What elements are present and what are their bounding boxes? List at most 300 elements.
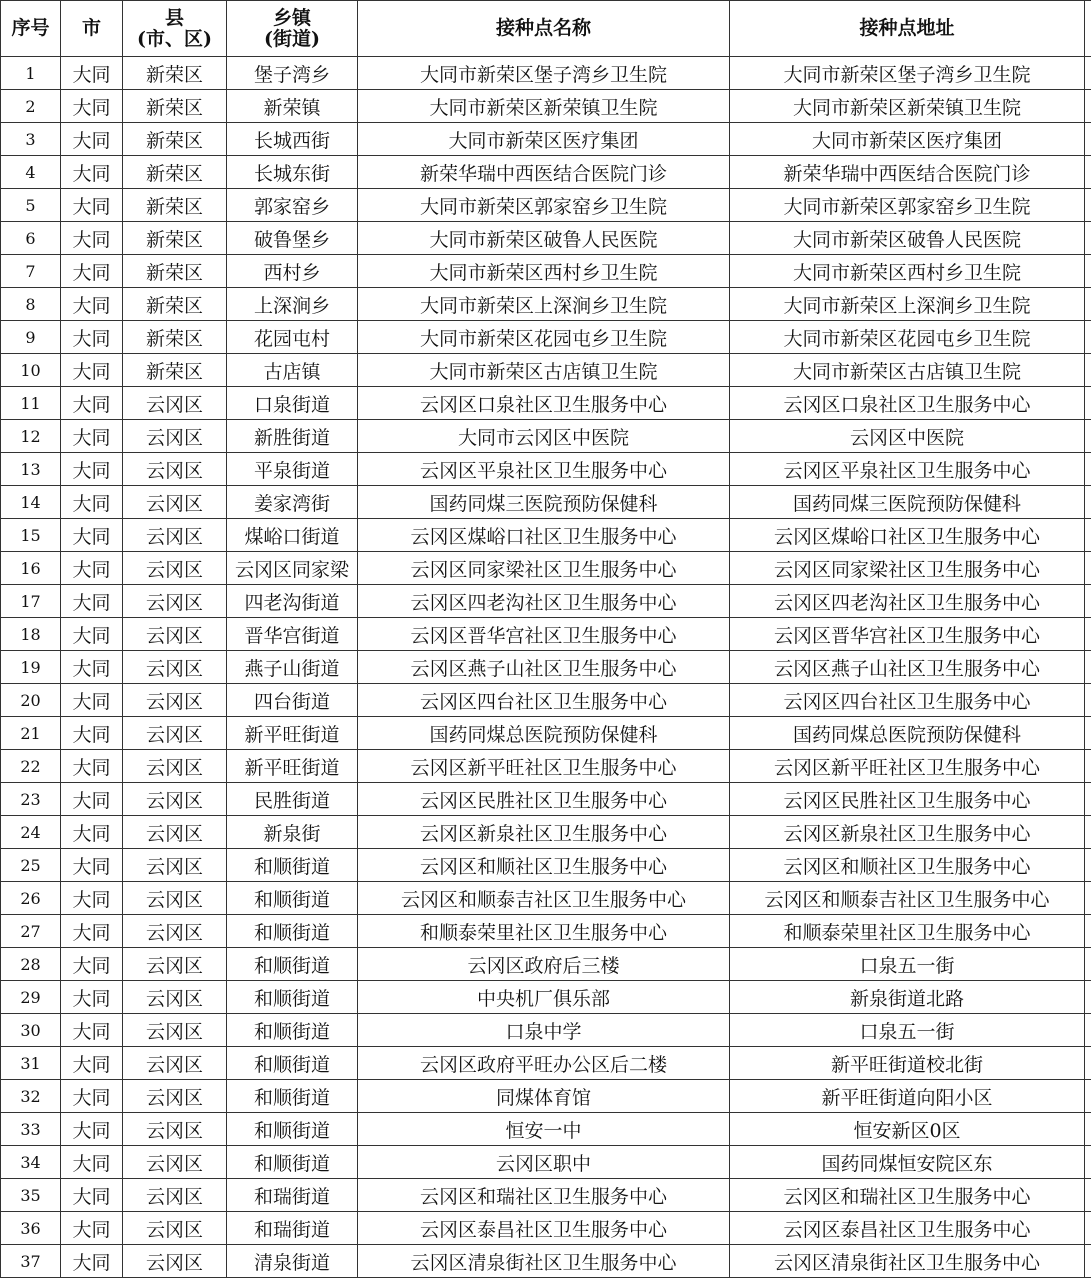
cell-site-address: 云冈区煤峪口社区卫生服务中心 [730, 519, 1085, 552]
cell-seq: 20 [1, 684, 61, 717]
cell-city: 大同 [61, 783, 123, 816]
cell-cut-column [1085, 783, 1091, 816]
table-row [1, 420, 1091, 453]
cell-cut-column [1085, 651, 1091, 684]
cell-county: 云冈区 [123, 420, 227, 453]
cell-seq: 17 [1, 585, 61, 618]
cell-town: 口泉街道 [227, 387, 358, 420]
header-row [1, 1, 1091, 57]
cell-site-name: 大同市新荣区郭家窑乡卫生院 [358, 189, 730, 222]
cell-town: 和顺街道 [227, 1113, 358, 1146]
cell-city: 大同 [61, 90, 123, 123]
cell-county: 云冈区 [123, 1047, 227, 1080]
table-row [1, 57, 1091, 90]
cell-site-address: 云冈区平泉社区卫生服务中心 [730, 453, 1085, 486]
cell-seq: 13 [1, 453, 61, 486]
table-row [1, 321, 1091, 354]
header-county-line2: (市、区) [137, 27, 212, 50]
table-row [1, 684, 1091, 717]
cell-site-address: 国药同煤三医院预防保健科 [730, 486, 1085, 519]
cell-site-address: 云冈区口泉社区卫生服务中心 [730, 387, 1085, 420]
cell-county: 云冈区 [123, 453, 227, 486]
cell-county: 新荣区 [123, 255, 227, 288]
cell-site-address: 大同市新荣区郭家窑乡卫生院 [730, 189, 1085, 222]
cell-city: 大同 [61, 420, 123, 453]
cell-county: 云冈区 [123, 1179, 227, 1212]
cell-city: 大同 [61, 486, 123, 519]
table-row [1, 1179, 1091, 1212]
cell-town: 和顺街道 [227, 1014, 358, 1047]
cell-city: 大同 [61, 1047, 123, 1080]
header-town-line1: 乡镇 [272, 6, 311, 29]
cell-town: 破鲁堡乡 [227, 222, 358, 255]
table-row [1, 948, 1091, 981]
cell-site-address: 云冈区四台社区卫生服务中心 [730, 684, 1085, 717]
cell-town: 上深涧乡 [227, 288, 358, 321]
table-row [1, 750, 1091, 783]
table-row [1, 354, 1091, 387]
cell-county: 云冈区 [123, 717, 227, 750]
cell-site-address: 恒安新区0区 [730, 1113, 1085, 1146]
cell-seq: 26 [1, 882, 61, 915]
cell-cut-column [1085, 1113, 1091, 1146]
cell-site-name: 大同市新荣区医疗集团 [358, 123, 730, 156]
cell-seq: 4 [1, 156, 61, 189]
cell-site-name: 云冈区职中 [358, 1146, 730, 1179]
table-row [1, 618, 1091, 651]
cell-seq: 11 [1, 387, 61, 420]
cell-cut-column [1085, 1245, 1091, 1278]
cell-town: 长城东街 [227, 156, 358, 189]
cell-site-name: 云冈区和顺社区卫生服务中心 [358, 849, 730, 882]
cell-cut-column [1085, 849, 1091, 882]
cell-city: 大同 [61, 717, 123, 750]
cell-site-name: 口泉中学 [358, 1014, 730, 1047]
cell-seq: 2 [1, 90, 61, 123]
cell-seq: 32 [1, 1080, 61, 1113]
cell-site-name: 云冈区和瑞社区卫生服务中心 [358, 1179, 730, 1212]
cell-cut-column [1085, 948, 1091, 981]
cell-site-name: 大同市新荣区西村乡卫生院 [358, 255, 730, 288]
cell-cut-column [1085, 684, 1091, 717]
cell-city: 大同 [61, 156, 123, 189]
cell-cut-column [1085, 816, 1091, 849]
cell-site-name: 云冈区清泉街社区卫生服务中心 [358, 1245, 730, 1278]
cell-cut-column [1085, 1212, 1091, 1245]
cell-seq: 1 [1, 57, 61, 90]
cell-site-name: 大同市新荣区新荣镇卫生院 [358, 90, 730, 123]
cell-site-address: 云冈区和瑞社区卫生服务中心 [730, 1179, 1085, 1212]
cell-seq: 33 [1, 1113, 61, 1146]
cell-cut-column [1085, 1047, 1091, 1080]
cell-seq: 9 [1, 321, 61, 354]
cell-town: 和顺街道 [227, 915, 358, 948]
cell-site-name: 云冈区和顺泰吉社区卫生服务中心 [358, 882, 730, 915]
cell-town: 和顺街道 [227, 882, 358, 915]
table-row [1, 1146, 1091, 1179]
cell-site-name: 云冈区口泉社区卫生服务中心 [358, 387, 730, 420]
cell-city: 大同 [61, 552, 123, 585]
cell-town: 新平旺街道 [227, 750, 358, 783]
cell-town: 和顺街道 [227, 1080, 358, 1113]
cell-seq: 28 [1, 948, 61, 981]
cell-cut-column [1085, 1179, 1091, 1212]
table-row [1, 552, 1091, 585]
cell-county: 云冈区 [123, 1113, 227, 1146]
cell-cut-column [1085, 750, 1091, 783]
table-row [1, 1245, 1091, 1278]
cell-site-name: 云冈区四台社区卫生服务中心 [358, 684, 730, 717]
cell-cut-column [1085, 123, 1091, 156]
cell-cut-column [1085, 288, 1091, 321]
cell-site-name: 云冈区政府后三楼 [358, 948, 730, 981]
cell-seq: 31 [1, 1047, 61, 1080]
header-cut-column [1085, 1, 1091, 57]
cell-town: 和顺街道 [227, 849, 358, 882]
table-row [1, 783, 1091, 816]
cell-site-address: 新荣华瑞中西医结合医院门诊 [730, 156, 1085, 189]
table-row [1, 1047, 1091, 1080]
cell-town: 四老沟街道 [227, 585, 358, 618]
cell-city: 大同 [61, 1014, 123, 1047]
cell-town: 新荣镇 [227, 90, 358, 123]
cell-seq: 21 [1, 717, 61, 750]
cell-seq: 18 [1, 618, 61, 651]
cell-city: 大同 [61, 1080, 123, 1113]
header-town-line2: (街道) [264, 27, 320, 50]
cell-county: 云冈区 [123, 1014, 227, 1047]
cell-city: 大同 [61, 981, 123, 1014]
cell-town: 新泉街 [227, 816, 358, 849]
cell-city: 大同 [61, 585, 123, 618]
cell-cut-column [1085, 552, 1091, 585]
cell-town: 云冈区同家梁 [227, 552, 358, 585]
cell-cut-column [1085, 618, 1091, 651]
cell-site-address: 大同市新荣区堡子湾乡卫生院 [730, 57, 1085, 90]
table-row [1, 255, 1091, 288]
cell-cut-column [1085, 189, 1091, 222]
cell-site-address: 云冈区泰昌社区卫生服务中心 [730, 1212, 1085, 1245]
cell-seq: 16 [1, 552, 61, 585]
cell-seq: 12 [1, 420, 61, 453]
cell-cut-column [1085, 453, 1091, 486]
cell-site-name: 云冈区晋华宫社区卫生服务中心 [358, 618, 730, 651]
cell-seq: 5 [1, 189, 61, 222]
header-county [123, 1, 227, 57]
cell-site-address: 云冈区清泉街社区卫生服务中心 [730, 1245, 1085, 1278]
cell-city: 大同 [61, 1146, 123, 1179]
table-header [1, 1, 1091, 57]
cell-county: 云冈区 [123, 1080, 227, 1113]
cell-site-name: 云冈区新平旺社区卫生服务中心 [358, 750, 730, 783]
cell-site-name: 云冈区平泉社区卫生服务中心 [358, 453, 730, 486]
cell-cut-column [1085, 354, 1091, 387]
cell-site-name: 国药同煤总医院预防保健科 [358, 717, 730, 750]
cell-county: 新荣区 [123, 354, 227, 387]
table-row [1, 486, 1091, 519]
cell-cut-column [1085, 255, 1091, 288]
table-row [1, 1014, 1091, 1047]
cell-city: 大同 [61, 651, 123, 684]
cell-city: 大同 [61, 57, 123, 90]
cell-seq: 37 [1, 1245, 61, 1278]
cell-town: 晋华宫街道 [227, 618, 358, 651]
cell-seq: 24 [1, 816, 61, 849]
header-city: 市 [61, 1, 123, 57]
cell-cut-column [1085, 519, 1091, 552]
cell-cut-column [1085, 486, 1091, 519]
cell-town: 新平旺街道 [227, 717, 358, 750]
cell-site-address: 新平旺街道校北街 [730, 1047, 1085, 1080]
table-row [1, 1212, 1091, 1245]
cell-site-name: 大同市新荣区花园屯乡卫生院 [358, 321, 730, 354]
cell-cut-column [1085, 585, 1091, 618]
cell-site-name: 云冈区燕子山社区卫生服务中心 [358, 651, 730, 684]
cell-county: 云冈区 [123, 882, 227, 915]
table-row [1, 1113, 1091, 1146]
cell-town: 煤峪口街道 [227, 519, 358, 552]
cell-town: 郭家窑乡 [227, 189, 358, 222]
cell-site-name: 云冈区泰昌社区卫生服务中心 [358, 1212, 730, 1245]
cell-county: 云冈区 [123, 948, 227, 981]
cell-county: 云冈区 [123, 585, 227, 618]
cell-city: 大同 [61, 750, 123, 783]
cell-town: 和顺街道 [227, 1047, 358, 1080]
table-row [1, 288, 1091, 321]
cell-city: 大同 [61, 453, 123, 486]
cell-seq: 34 [1, 1146, 61, 1179]
cell-seq: 14 [1, 486, 61, 519]
cell-town: 和顺街道 [227, 1146, 358, 1179]
table-row [1, 849, 1091, 882]
cell-town: 平泉街道 [227, 453, 358, 486]
cell-site-address: 云冈区和顺泰吉社区卫生服务中心 [730, 882, 1085, 915]
cell-county: 新荣区 [123, 90, 227, 123]
table-row [1, 981, 1091, 1014]
cell-town: 堡子湾乡 [227, 57, 358, 90]
cell-town: 四台街道 [227, 684, 358, 717]
cell-city: 大同 [61, 1212, 123, 1245]
cell-cut-column [1085, 90, 1091, 123]
cell-city: 大同 [61, 321, 123, 354]
cell-town: 燕子山街道 [227, 651, 358, 684]
cell-cut-column [1085, 156, 1091, 189]
cell-town: 民胜街道 [227, 783, 358, 816]
table-row [1, 651, 1091, 684]
cell-site-name: 云冈区四老沟社区卫生服务中心 [358, 585, 730, 618]
cell-county: 云冈区 [123, 1146, 227, 1179]
cell-seq: 22 [1, 750, 61, 783]
cell-city: 大同 [61, 1179, 123, 1212]
cell-town: 古店镇 [227, 354, 358, 387]
cell-seq: 25 [1, 849, 61, 882]
cell-site-address: 云冈区新泉社区卫生服务中心 [730, 816, 1085, 849]
cell-town: 清泉街道 [227, 1245, 358, 1278]
cell-county: 新荣区 [123, 156, 227, 189]
cell-city: 大同 [61, 849, 123, 882]
table-row [1, 816, 1091, 849]
cell-site-address: 云冈区民胜社区卫生服务中心 [730, 783, 1085, 816]
cell-seq: 6 [1, 222, 61, 255]
cell-site-name: 大同市新荣区堡子湾乡卫生院 [358, 57, 730, 90]
cell-seq: 30 [1, 1014, 61, 1047]
cell-city: 大同 [61, 189, 123, 222]
cell-site-address: 新平旺街道向阳小区 [730, 1080, 1085, 1113]
cell-site-address: 大同市新荣区西村乡卫生院 [730, 255, 1085, 288]
cell-city: 大同 [61, 123, 123, 156]
cell-site-name: 国药同煤三医院预防保健科 [358, 486, 730, 519]
cell-county: 云冈区 [123, 552, 227, 585]
table-row [1, 519, 1091, 552]
cell-city: 大同 [61, 1113, 123, 1146]
cell-site-address: 云冈区四老沟社区卫生服务中心 [730, 585, 1085, 618]
cell-seq: 10 [1, 354, 61, 387]
cell-site-name: 大同市新荣区上深涧乡卫生院 [358, 288, 730, 321]
cell-site-address: 云冈区晋华宫社区卫生服务中心 [730, 618, 1085, 651]
cell-site-name: 大同市新荣区破鲁人民医院 [358, 222, 730, 255]
cell-seq: 19 [1, 651, 61, 684]
cell-town: 长城西街 [227, 123, 358, 156]
cell-city: 大同 [61, 354, 123, 387]
header-town [227, 1, 358, 57]
cell-county: 云冈区 [123, 783, 227, 816]
table-body [1, 57, 1091, 1278]
cell-site-address: 口泉五一街 [730, 1014, 1085, 1047]
table-row [1, 222, 1091, 255]
cell-site-name: 云冈区同家梁社区卫生服务中心 [358, 552, 730, 585]
table-row [1, 156, 1091, 189]
cell-city: 大同 [61, 1245, 123, 1278]
cell-county: 云冈区 [123, 750, 227, 783]
cell-county: 新荣区 [123, 57, 227, 90]
cell-cut-column [1085, 1146, 1091, 1179]
cell-county: 云冈区 [123, 1245, 227, 1278]
table-row [1, 387, 1091, 420]
cell-site-address: 云冈区中医院 [730, 420, 1085, 453]
cell-cut-column [1085, 1080, 1091, 1113]
header-seq: 序号 [1, 1, 61, 57]
cell-city: 大同 [61, 222, 123, 255]
cell-seq: 36 [1, 1212, 61, 1245]
cell-county: 云冈区 [123, 1212, 227, 1245]
cell-city: 大同 [61, 288, 123, 321]
cell-site-address: 新泉街道北路 [730, 981, 1085, 1014]
cell-site-address: 国药同煤恒安院区东 [730, 1146, 1085, 1179]
cell-site-address: 云冈区新平旺社区卫生服务中心 [730, 750, 1085, 783]
cell-cut-column [1085, 717, 1091, 750]
cell-cut-column [1085, 387, 1091, 420]
cell-cut-column [1085, 981, 1091, 1014]
cell-cut-column [1085, 222, 1091, 255]
cell-county: 云冈区 [123, 618, 227, 651]
cell-county: 云冈区 [123, 519, 227, 552]
cell-cut-column [1085, 915, 1091, 948]
header-site-name: 接种点名称 [358, 1, 730, 57]
cell-site-name: 大同市云冈区中医院 [358, 420, 730, 453]
cell-site-address: 和顺泰荣里社区卫生服务中心 [730, 915, 1085, 948]
cell-site-name: 中央机厂俱乐部 [358, 981, 730, 1014]
cell-site-address: 大同市新荣区新荣镇卫生院 [730, 90, 1085, 123]
cell-site-name: 同煤体育馆 [358, 1080, 730, 1113]
cell-town: 和顺街道 [227, 981, 358, 1014]
table-row [1, 717, 1091, 750]
cell-county: 新荣区 [123, 189, 227, 222]
cell-cut-column [1085, 882, 1091, 915]
cell-site-address: 国药同煤总医院预防保健科 [730, 717, 1085, 750]
table-row [1, 585, 1091, 618]
cell-cut-column [1085, 57, 1091, 90]
cell-county: 云冈区 [123, 651, 227, 684]
cell-cut-column [1085, 1014, 1091, 1047]
table-row [1, 123, 1091, 156]
cell-site-name: 云冈区煤峪口社区卫生服务中心 [358, 519, 730, 552]
cell-city: 大同 [61, 882, 123, 915]
cell-county: 新荣区 [123, 222, 227, 255]
cell-site-name: 新荣华瑞中西医结合医院门诊 [358, 156, 730, 189]
cell-county: 云冈区 [123, 486, 227, 519]
cell-seq: 29 [1, 981, 61, 1014]
cell-city: 大同 [61, 519, 123, 552]
cell-town: 姜家湾街 [227, 486, 358, 519]
cell-seq: 3 [1, 123, 61, 156]
cell-site-name: 恒安一中 [358, 1113, 730, 1146]
table-row [1, 453, 1091, 486]
cell-seq: 23 [1, 783, 61, 816]
cell-site-address: 大同市新荣区破鲁人民医院 [730, 222, 1085, 255]
table-row [1, 1080, 1091, 1113]
cell-county: 云冈区 [123, 684, 227, 717]
cell-seq: 8 [1, 288, 61, 321]
cell-seq: 15 [1, 519, 61, 552]
cell-seq: 27 [1, 915, 61, 948]
cell-site-address: 大同市新荣区上深涧乡卫生院 [730, 288, 1085, 321]
cell-site-name: 云冈区新泉社区卫生服务中心 [358, 816, 730, 849]
cell-site-name: 云冈区民胜社区卫生服务中心 [358, 783, 730, 816]
cell-county: 新荣区 [123, 288, 227, 321]
cell-site-address: 大同市新荣区医疗集团 [730, 123, 1085, 156]
cell-site-address: 口泉五一街 [730, 948, 1085, 981]
cell-city: 大同 [61, 948, 123, 981]
cell-site-name: 云冈区政府平旺办公区后二楼 [358, 1047, 730, 1080]
cell-site-address: 云冈区燕子山社区卫生服务中心 [730, 651, 1085, 684]
cell-site-address: 大同市新荣区花园屯乡卫生院 [730, 321, 1085, 354]
cell-town: 花园屯村 [227, 321, 358, 354]
cell-county: 云冈区 [123, 915, 227, 948]
cell-site-address: 云冈区同家梁社区卫生服务中心 [730, 552, 1085, 585]
cell-town: 和瑞街道 [227, 1212, 358, 1245]
cell-site-name: 大同市新荣区古店镇卫生院 [358, 354, 730, 387]
cell-county: 云冈区 [123, 816, 227, 849]
header-county-line1: 县 [164, 6, 184, 29]
cell-town: 西村乡 [227, 255, 358, 288]
cell-city: 大同 [61, 684, 123, 717]
cell-city: 大同 [61, 255, 123, 288]
cell-town: 和顺街道 [227, 948, 358, 981]
cell-county: 云冈区 [123, 387, 227, 420]
cell-county: 新荣区 [123, 123, 227, 156]
table-row [1, 882, 1091, 915]
cell-county: 云冈区 [123, 981, 227, 1014]
cell-city: 大同 [61, 618, 123, 651]
cell-seq: 7 [1, 255, 61, 288]
cell-cut-column [1085, 321, 1091, 354]
cell-seq: 35 [1, 1179, 61, 1212]
table-row [1, 189, 1091, 222]
cell-site-address: 云冈区和顺社区卫生服务中心 [730, 849, 1085, 882]
cell-city: 大同 [61, 387, 123, 420]
cell-town: 新胜街道 [227, 420, 358, 453]
cell-city: 大同 [61, 816, 123, 849]
